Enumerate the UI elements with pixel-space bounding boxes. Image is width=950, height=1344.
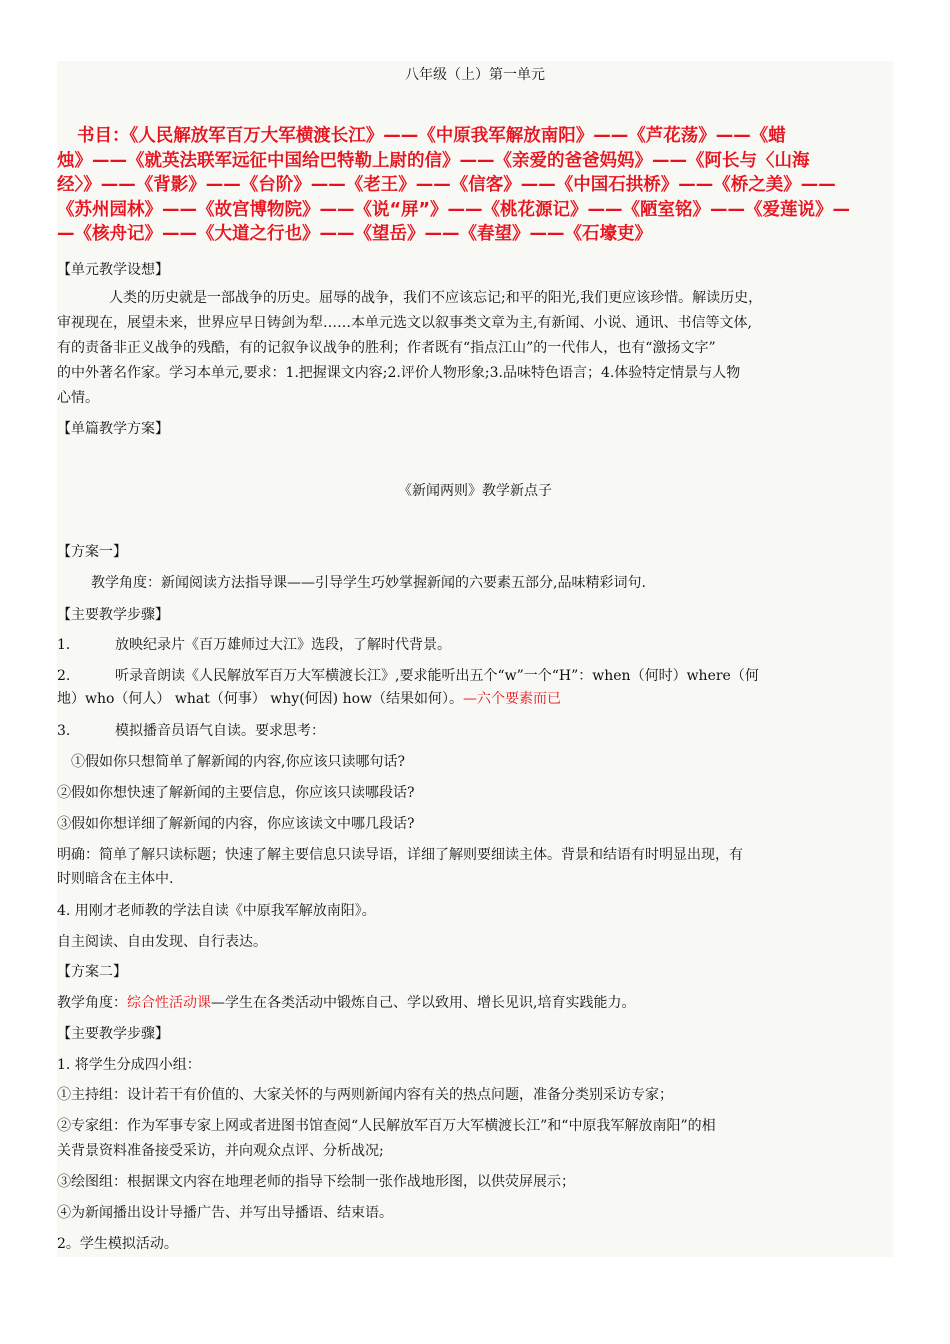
step-number: 2. (57, 668, 71, 684)
book-list-line: —《核舟记》——《大道之行也》——《望岳》——《春望》——《石壕吏》 (57, 224, 652, 244)
angle-prefix: 教学角度： (57, 995, 127, 1011)
clarification: 明确：简单了解只读标题；快速了解主要信息只读导语，详细了解则要细读主体。背景和结语有时明显出现，有 (57, 847, 743, 863)
plan2-steps-heading: 【主要教学步骤】 (57, 1026, 169, 1042)
book-list (57, 124, 893, 247)
plan1-heading: 【方案一】 (57, 544, 127, 560)
step-2-elements: 地）who（何人） what（何事） why(何因) how（结果如何）。 (57, 691, 464, 707)
unit-design-line: 审视现在，展望未来，世界应早日铸剑为犁……本单元选文以叙事类文章为主,有新闻、小说、通讯、书信等文体, (57, 315, 752, 331)
unit-design-line: 的中外著名作家。学习本单元,要求：1.把握课文内容;2.评价人物形象;3.品味特色语言；4.体验特定情景与人物 (57, 365, 741, 381)
plan2-heading: 【方案二】 (57, 964, 127, 980)
lesson-title: 《新闻两则》教学新点子 (398, 483, 552, 499)
group-1: ①主持组：设计若干有价值的、大家关怀的与两则新闻内容有关的热点问题，准备分类别采访专家； (57, 1087, 673, 1103)
question-3: ③假如你想详细了解新闻的内容，你应该读文中哪几段话? (57, 816, 415, 832)
plan1-angle: 教学角度：新闻阅读方法指导课——引导学生巧妙掌握新闻的六要素五部分,品味精彩词句. (91, 575, 646, 591)
book-list-line: 书目：《人民解放军百万大军横渡长江》——《中原我军解放南阳》——《芦花荡》——《蜡 (77, 126, 786, 146)
book-list-line: 烛》——《就英法联军远征中国给巴特勒上尉的信》——《亲爱的爸爸妈妈》——《阿长与〈山海 (57, 150, 810, 171)
unit-design-line: 有的责备非正义战争的残酷，有的记叙争议战争的胜利；作者既有“指点江山”的一代伟人，也有“激扬文字” (57, 340, 716, 356)
angle-type: 综合性活动课 (127, 995, 211, 1011)
plan1-step-4: 4. 用刚才老师教的学法自读《中原我军解放南阳》。 (57, 903, 376, 919)
step-2-note: —六个要素而已 (463, 691, 562, 707)
step-number: 3. (57, 723, 71, 739)
book-list-line: 《苏州园林》——《故宫博物院》——《说“屏”》——《桃花源记》——《陋室铭》——《爱莲说》— (57, 199, 851, 220)
single-plan-heading: 【单篇教学方案】 (57, 421, 169, 437)
unit-design-line: 心情。 (57, 390, 99, 406)
book-list-line: 经〉》——《背影》——《台阶》——《老王》——《信客》——《中国石拱桥》——《桥之美》—— (57, 175, 836, 195)
plan1-step-4-note: 自主阅读、自由发现、自行表达。 (57, 934, 267, 950)
plan1-step-2: 听录音朗读《人民解放军百万大军横渡长江》,要求能听出五个“w”一个“H”：when（何时）where（何 (115, 668, 759, 684)
page-title: 八年级（上）第一单元 (405, 67, 545, 83)
group-3: ③绘图组：根据课文内容在地理老师的指导下绘制一张作战地形图，以供荧屏展示； (57, 1174, 575, 1190)
angle-desc: —学生在各类活动中锻炼自己、学以致用、增长见识,培育实践能力。 (211, 995, 636, 1011)
plan1-steps-heading: 【主要教学步骤】 (57, 607, 169, 623)
plan1-step-3: 模拟播音员语气自读。要求思考： (115, 723, 325, 739)
plan2-step-1: 1. 将学生分成四小组： (57, 1057, 201, 1073)
question-1: ①假如你只想简单了解新闻的内容,你应该只读哪句话? (71, 754, 405, 770)
plan2-step-2: 2。学生模拟活动。 (57, 1236, 178, 1252)
clarification-cont: 时则暗含在主体中. (57, 871, 174, 887)
group-4: ④为新闻播出设计导播广告、并写出导播语、结束语。 (57, 1205, 393, 1221)
step-number: 1. (57, 637, 71, 653)
question-2: ②假如你想快速了解新闻的主要信息，你应该只读哪段话? (57, 785, 415, 801)
plan1-step-2-cont (57, 689, 561, 709)
unit-design-line: 人类的历史就是一部战争的历史。屈辱的战争，我们不应该忘记;和平的阳光,我们更应该珍惜。解读历史， (109, 290, 763, 306)
unit-design-heading: 【单元教学设想】 (57, 262, 169, 278)
group-2: ②专家组：作为军事专家上网或者进图书馆查阅“人民解放军百万大军横渡长江”和“中原我军解放南阳”的相 (57, 1118, 716, 1134)
plan2-angle (57, 993, 635, 1013)
group-2-cont: 关背景资料准备接受采访，并向观众点评、分析战况; (57, 1143, 384, 1159)
plan1-step-1: 放映纪录片《百万雄师过大江》选段，了解时代背景。 (115, 637, 451, 653)
